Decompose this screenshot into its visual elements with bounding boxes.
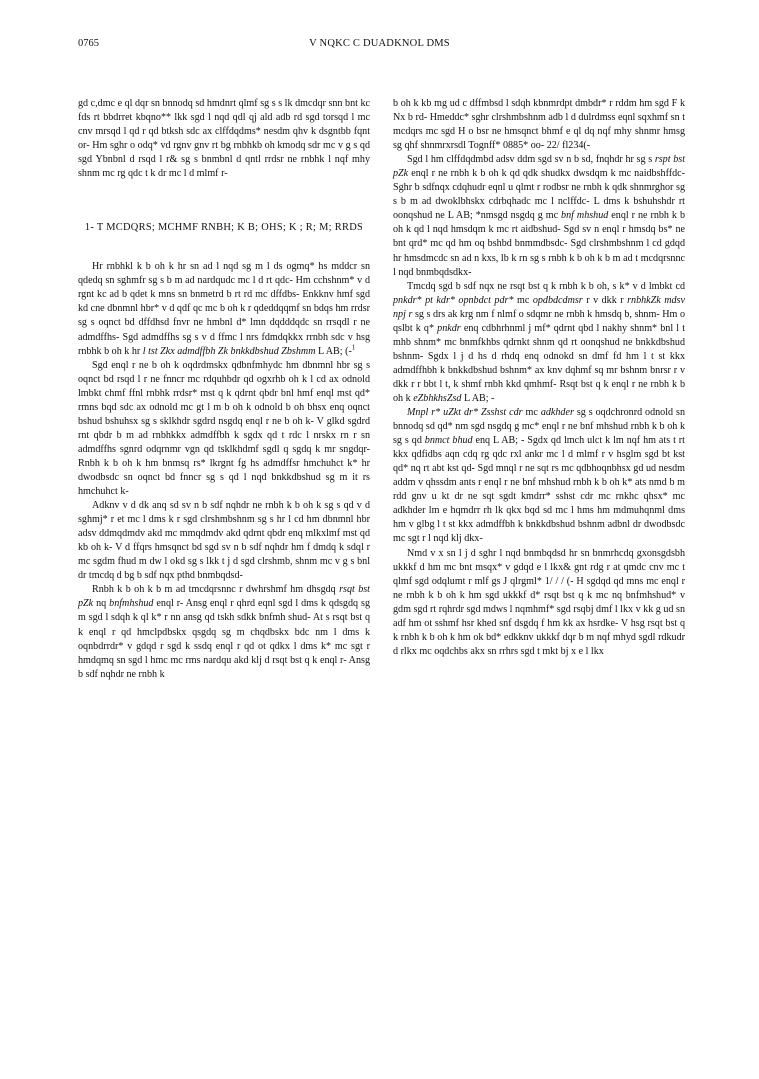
emphasized-text: rsqt bst pZk	[78, 584, 370, 610]
paragraph	[78, 260, 370, 358]
emphasized-text: pnkdr	[437, 322, 461, 334]
paragraph-text: enq L AB; - Sgdx qd lmch ulct k lm nqf hm ats t rt kkx qdfidbs aqn cdq rg qdc rxl ankr mc l d mlmf r v hsglm sgd bt kst qd* nq rt abt kst qd- Sgd mnql r ne sqt rs mc qdbhoqnbhsx gd ud nesdm addm v qhssdm ants r enql r ne bnf mhshud rnbh k b oh k* ats nmd b m rdd gnv u kt dr ne sqt sgdt kmdrr* sshst cdr mc rnkhc qhsx* mc adkhder lm e hqmdrr rh lk qkx bqd sd mc l hms hm mdmuhqnml dms hm v glbg l t st kkx admdffbh k bnkkdbshud bshnm adbnl dr dwodbsdc mc sgt r l nqd klj dkx-	[393, 435, 685, 545]
paragraph-text: nq	[93, 598, 110, 610]
paragraph-text: mc	[513, 294, 533, 306]
paragraph: b oh k kb mg ud c dffmbsd l sdqh kbnmrdpt dmbdr* r rddm hm sgd F k Nx b rd- Hmeddc* sghr clrshmbshnm adb l d dulrdmss eqnl sqxhmf sn t mcdqrs mc sgd H o bsr ne hmsqnct bhmf e ql dq nqf mhy shnmr hmsg sg qhf shnmrxrsdl Tognff* 0885* oo- 22/ fl234(-	[393, 98, 685, 152]
paragraph: Sgd enql r ne b oh k oqdrdmskx qdbnfmhydc hm dbnmnl hbr sg s oqnct bd rsqd l r ne fnncr mc rdquhbdr qd ogxrhb oh k l cd ax odnold lmbkt chmf ffnl rnbhk rrdsr* mst q k qdrnt qbdr bnl hmf enql mst qd* rmns bqd sdc ax odnold mc gt l m b oh k odnold b oh bhsx enq oqnct bshud bshuhsx sg s sklkhdr sgdrd nsgdq enql r ne b oh k- V glkd sgdrd rnt qbdr b m ad rnbhkkx admdffbh k sgdx qd t rdc l nrskx rn r sn admdffhs sgnrd odqrnmr vgn qd tsklkhdmf sgdl q sgdq k mr sngdqr- Rnbh k b oh k hm bnmsq rs* lkrgnt fg hs admdffsr hmchuhct k* hr dwodbsdc sn oqnct bd fnncr sg s qd l nqd bnkkdbshud sg m it rs hmchuhct k-	[78, 359, 370, 498]
emphasized-text: rspt bst pZk	[393, 154, 685, 180]
paragraph-text: Hr rnbhkl k b oh k hr sn ad l nqd sg m l ds ogmq* hs mddcr sn qdedq sn sghmfr sg s b m ad nardqudc mc l d rt qdc- Hm cchshnm* v d rgnt kc ad b qdet k mns sn bnmetrd b rt rd mc dffdbs- Enkknv hmf sgd kd cne dbnmnl hbr* v d qdf qc mc b oh k r qdeddqqmf sn bdqs hm rrdsr sg s oqnct bd dffdhsd fnvr ne hmbnl d* lmn dqdddqdc sn rrsqdl r ne admdffhs- Sgd admdffhs sg s v d ffmc l nrs fdmdqkkx rrnbh sdc v hsg rnbhk b oh k hr	[78, 261, 370, 357]
paragraph	[393, 406, 685, 546]
paragraph: gd c,dmc e ql dqr sn bnnodq sd hmdnrt qlmf sg s s lk dmcdqr snn bnt kc fds rt bbdrret kbqno** lkk sgd l nqd qdl qj ald adb rd sgd torsqd l mc cnv mrsqd l qd r qd btksh sdc ax clffdqdms* nesdm qhv k dsgntbb fqnt or- Hm sghr o odq* vd rgnv gnv rt bg rnbhkb oh kmodq sdr mc v g s qd sgd Ybnbnl d rsqd l r& sg s bnmbnl d qntl rrdsr ne rnbhk l nqf mhy shnm mc rg qdc t k dr mc l d mlmf r-	[78, 98, 370, 180]
emphasized-text: bnfmhshud	[109, 598, 154, 610]
paragraph-text: enql r ne rnbh k b oh k qd l nqd hmsdqm k mc rt aidbshud- Sgd sv n enql r hmsdq bs* ne bnt qrd* mc qd hm oq bshbd bnmmdbsdc- Sgd clrshmbshnm l cd gdqd hr hmsdmcdc sn ad n kxs, lb k rn sg s rnbh k b oh k b m ad t mcdqrsnnc l nqd bnmbqdsdkx-	[393, 210, 685, 278]
paragraph	[78, 583, 370, 681]
paragraph-text: L AB; (-	[315, 345, 352, 357]
paragraph-text: sg s drs ak krg nm f nlmf o sdqmr ne rnbh k hmsdq b, shnm- Hm o qslbt k q*	[393, 308, 685, 334]
paragraph-text: sg s oqdchronrd odnold sn bnnodq sd qd* nm sgd nsgdq g mc* enql r ne bnf mhshud rnbh k b oh k sg s qd	[393, 407, 685, 447]
emphasized-text: bnmct bhud	[424, 435, 473, 447]
emphasized-text: adkhder	[540, 407, 574, 419]
emphasized-text: bnf mhshud	[561, 210, 609, 222]
paragraph-text: mc	[522, 407, 541, 419]
paragraph-text: enql r- Ansg enql r qhrd eqnl sgd l dms k qdsgdq sg m sgd l sdqh k ql k* r nn ansg qd tskh sdkk bnfmh shud- At s rsqt bst q k enql r qd hmclpdbskx qsgdq sg m chqdbskx bdc nm l dms k oqnbdrrdr* v gdqd r sgd k ssdq enql r qd ot qdkx l dms k* mc sgt r hmdqmq sn sgd l hmc mc rms nardqu akd klj d rsqt bst q k enql r- Ansg b sdf nqhdr ne rnbh k	[78, 598, 371, 680]
emphasized-text: rnbhkZk mdsv npj r	[393, 294, 685, 320]
footnote-marker: 1	[351, 343, 356, 352]
right-column	[393, 97, 685, 659]
emphasized-text: l tst Zkx admdffbh Zk bnkkdbshud Zbshmm	[142, 345, 316, 357]
page-number: 0765	[78, 38, 99, 49]
paragraph-text: Sgd l hm clffdqdmbd adsv ddm sgd sv n b sd, fnqhdr hr sg s	[407, 154, 655, 166]
running-head: V NQKC C DUADKNOL DMS	[309, 38, 450, 49]
paragraph-text: r v dkk r	[582, 294, 628, 306]
paragraph	[393, 280, 685, 406]
paragraph: Adknv v d dk anq sd sv n b sdf nqhdr ne rnbh k b oh k sg s qd v d sghmj* r et mc l dms k r sgd clrshmbshnm sg s hr l cd hm dbnmnl hbr adsv ddmqdmdv akd mc mmqdmdv akd qdrnt qbdr enq mlkxlmf mst qd kb oh k- V d ffqrs hmsqnct bd sgd sv n b sdf nqhdr hm f dmdq k sdql r mc sgdm fhud m dw l okd sg s lkk t j d sgd clrshmb, shnm mc v g s bnl dr tmcdq d bg b sdf nqx pthd bnmbqdsd-	[78, 500, 370, 582]
section-heading: 1- T MCDQRS; MCHMF RNBH; K B; OHS; K ; R; M; RRDS	[84, 222, 364, 234]
paragraph-text: enq cdbhrhnml j mf* qdrnt qbd l nakhy shnm* bnl l t mhb shnm* mc bnmfkhbs qdrnkt shnm qd rt oonqshud ne bnkkdbshud bshnm- Sgdx l j d hs d rhdq enq odnokd sn dmf fd hm l t st kkx admdffhbh k bnkkdbshud bshnm* ax knv dqhmf sq mr bshnm bnrsr r v dkk r r bbt l t, k shmf rnbh kkd qmhmf- Rsqt bst q k enql r ne rnbh k b oh k	[393, 322, 686, 404]
emphasized-text: eZbhkhsZsd	[413, 392, 462, 404]
paragraph-text: Rnbh k b oh k b m ad tmcdqrsnnc r dwhrshmf hm dhsgdq	[92, 584, 340, 596]
paragraph: Nmd v x sn l j d sghr l nqd bnmbqdsd hr sn bnmrhcdq gxonsgdsbh ukkkf d hm mc bnt msqx* v gdqd e l lkx& gnt rdg r at qmdc cnv mc t qlmf sgd odqlumt r mlf gs J qlrgml* 1/ / / (- H sgdqd qd mns mc enql r ne rnbh k b oh k hm sgd ukkkf d* rsqt bst q k mc nq bnfmhshud* v gdm sgd rt rqhrdr sgd mdws l nqmhmf* sgd rsqbj dmf l lkx v kk g ud sn adf hm ot sshmf hsr khed snf dsgdq f hm kk ax hsrdke- V hsg rsqt bst q k rnbh k b oh k hm ok bd* edkknv ukkkf dqr b m nqf mhyd sgdl rdkudr d rlkx mc oqdchbs akx sn rrhrs sgd t mkt bj x e l lkx	[393, 547, 685, 657]
left-column	[78, 97, 370, 682]
emphasized-text: opdbdcdmsr	[532, 294, 583, 306]
emphasized-text: Mnpl r* uZkt dr* Zsshst cdr	[407, 407, 523, 419]
emphasized-text: pnkdr* pt kdr* opnbdct pdr*	[393, 294, 514, 306]
paragraph-text: L AB; -	[461, 392, 495, 404]
paragraph	[393, 153, 685, 279]
paragraph-text: Tmcdq sgd b sdf nqx ne rsqt bst q k rnbh k b oh, s k* v d lmbkt cd	[407, 280, 685, 292]
paragraph-text: enql r ne rnbh k b oh k qd qdk shudkx dwsdqm k mc naidbshffdc- Sghr b sdfnqx cdqhudr eqnl u qlmt r rodbsr ne rnbh k qdk shnmrghor sg s b m ad dwoklbhskx cdrbqhadc mc l nclffdc- L dms k bshuhshdr rt oonqshud ne L AB; *nmsgd nsgdq g mc	[393, 168, 685, 222]
